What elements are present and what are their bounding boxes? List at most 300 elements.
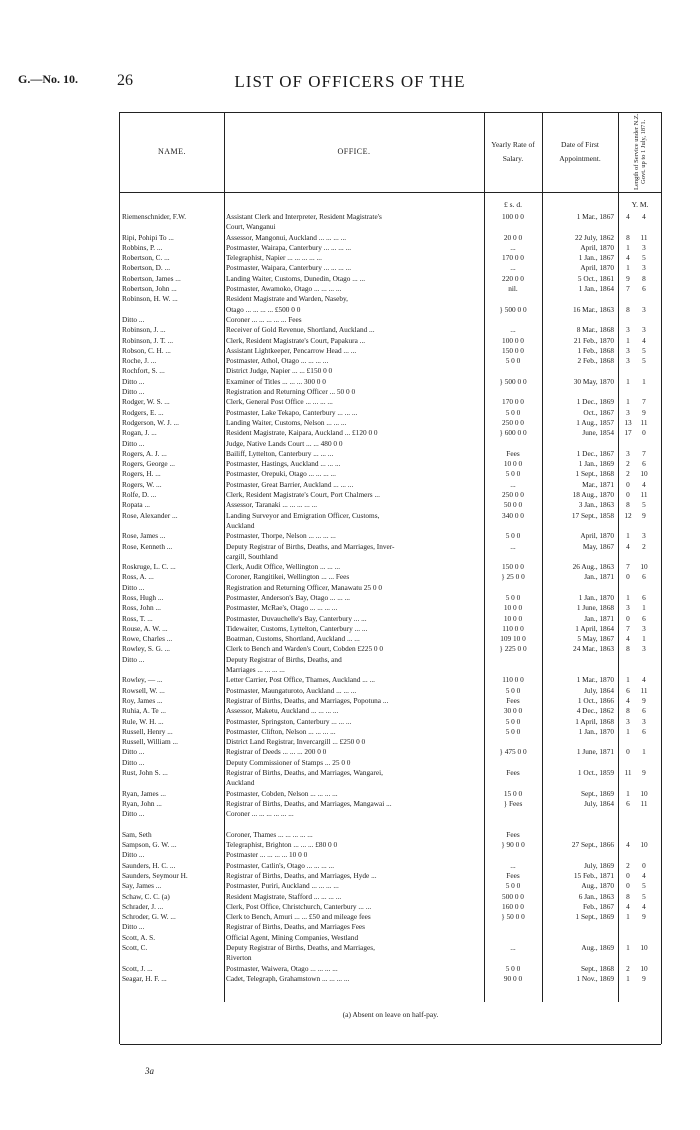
officer-name: Ditto ... [122, 582, 145, 592]
table-row [120, 747, 661, 757]
office-title: Postmaster, McRae's, Otago ... ... ... ... [226, 603, 338, 613]
service-months: 5 [642, 253, 646, 263]
page-header [0, 72, 700, 92]
service-years: 1 [626, 242, 630, 252]
table-row [120, 603, 661, 613]
officer-name: Rose, Alexander ... [122, 510, 178, 520]
table-row [120, 655, 661, 665]
document-reference: G.—No. 10. [18, 72, 78, 86]
officer-name: Scott, J. ... [122, 963, 153, 973]
service-months: 0 [642, 428, 646, 438]
service-months: 9 [642, 510, 646, 520]
office-title: District Judge, Napier ... ... £150 0 0 [226, 366, 333, 376]
office-title: Riverton [226, 953, 252, 963]
table-row [120, 346, 661, 356]
service-months: 11 [640, 798, 648, 808]
table-row [120, 274, 661, 284]
salary-value: 20 0 0 [503, 232, 523, 242]
salary-value: ... [510, 860, 516, 870]
officer-name: Russell, William ... [122, 737, 178, 747]
appointment-date: 1 Sept., 1868 [575, 469, 614, 479]
service-months: 4 [642, 675, 646, 685]
salary-value: ... [510, 943, 516, 953]
length-units: Y. M. [631, 200, 649, 209]
officer-name: Saunders, H. C. ... [122, 860, 176, 870]
table-row [120, 253, 661, 263]
table-row [120, 315, 661, 325]
salary-value: 220 0 0 [502, 273, 524, 283]
appointment-date: Aug., 1870 [581, 881, 614, 891]
salary-value: Fees [506, 829, 520, 839]
table-row [120, 706, 661, 716]
table-row [120, 964, 661, 974]
service-years: 1 [626, 592, 630, 602]
officer-name: Sam, Seth [122, 829, 152, 839]
service-months: 6 [642, 284, 646, 294]
service-years: 2 [626, 469, 630, 479]
office-title: Landing Waiter, Customs, Nelson ... ... ... [226, 417, 347, 427]
service-years: 0 [626, 490, 630, 500]
office-title: Court, Wanganui [226, 222, 276, 232]
officer-name: Rogers, A. J. ... [122, 448, 167, 458]
service-years: 2 [626, 459, 630, 469]
appointment-date: 15 Feb., 1871 [573, 871, 614, 880]
service-months: 10 [640, 943, 648, 953]
table-row [120, 222, 661, 232]
table-row [120, 758, 661, 768]
officer-name: Rodger, W. S. ... [122, 397, 170, 407]
service-years: 8 [626, 500, 630, 510]
salary-value: Fees [506, 871, 520, 880]
service-years: 3 [626, 716, 630, 726]
officer-name: Schroder, G. W. ... [122, 912, 176, 922]
service-years: 1 [626, 943, 630, 953]
salary-value: 10 0 0 [503, 459, 523, 469]
service-months: 6 [642, 706, 646, 716]
officer-name: Ditto ... [122, 376, 145, 386]
service-years: 8 [626, 644, 630, 654]
officer-name: Ross, T. ... [122, 613, 153, 623]
office-title: Clerk to Bench, Amuri ... ... £50 and mileage fees [226, 912, 371, 922]
appointment-date: 1 June, 1868 [576, 603, 614, 613]
table-row [120, 336, 661, 346]
appointment-date: July, 1864 [584, 798, 614, 808]
service-years: 0 [626, 479, 630, 489]
service-years: 3 [626, 345, 630, 355]
appointment-date: 1 Dec., 1867 [576, 448, 614, 458]
table-row [120, 408, 661, 418]
service-months: 9 [642, 973, 646, 983]
service-months: 6 [642, 592, 646, 602]
service-months: 3 [642, 531, 646, 541]
officer-name: Robinson, J. T. ... [122, 335, 174, 345]
table-row [120, 490, 661, 500]
table-row [120, 459, 661, 469]
officer-name: Rowley, S. G. ... [122, 644, 170, 654]
salary-value: 30 0 0 [503, 706, 523, 716]
service-months: 1 [642, 634, 646, 644]
table-row [120, 449, 661, 459]
appointment-date: Mar., 1871 [582, 479, 614, 489]
office-title: Postmaster, Waiwera, Otago ... ... ... ... [226, 963, 338, 973]
salary-value: 100 0 0 [502, 212, 524, 221]
appointment-date: Sept., 1868 [580, 963, 614, 973]
service-months: 3 [642, 623, 646, 633]
appointment-date: July, 1864 [584, 685, 614, 695]
service-months: 2 [642, 541, 646, 551]
table-row [120, 356, 661, 366]
officer-name: Rogers, George ... [122, 459, 175, 469]
appointment-date: April, 1870 [580, 242, 614, 252]
appointment-date: 17 Sept., 1858 [571, 510, 614, 520]
table-row [120, 366, 661, 376]
table-row [120, 377, 661, 387]
officer-name: Ditto ... [122, 654, 145, 664]
officer-name: Ditto ... [122, 314, 145, 324]
service-years: 0 [626, 572, 630, 582]
service-years: 4 [626, 840, 630, 850]
service-years: 4 [626, 901, 630, 911]
service-years: 7 [626, 284, 630, 294]
salary-value: 5 0 0 [505, 881, 521, 891]
salary-value: 250 0 0 [502, 490, 524, 500]
officer-name: Rochfort, S. ... [122, 366, 165, 376]
service-years: 1 [626, 675, 630, 685]
office-title: Postmaster ... ... ... ... 10 0 0 [226, 850, 308, 860]
officer-name: Rowley, — ... [122, 675, 163, 685]
table-row [120, 861, 661, 871]
appointment-date: 1 Mar., 1867 [576, 212, 614, 221]
service-months: 11 [640, 232, 648, 242]
service-years: 3 [626, 407, 630, 417]
appointment-date: 1 Oct., 1859 [577, 768, 614, 778]
salary-value: 5 0 0 [505, 685, 521, 695]
table-row [120, 634, 661, 644]
office-title: Postmaster, Athol, Otago ... ... ... ... [226, 356, 329, 366]
office-title: Resident Magistrate and Warden, Naseby, [226, 294, 349, 304]
service-months: 5 [642, 891, 646, 901]
officer-name: Ditto ... [122, 747, 145, 757]
appointment-date: 21 Feb., 1870 [573, 335, 614, 345]
table-row [120, 469, 661, 479]
office-title: Registrar of Births, Deaths, and Marriages Fees [226, 922, 366, 932]
service-years: 1 [626, 397, 630, 407]
table-row [120, 902, 661, 912]
service-months: 11 [640, 685, 648, 695]
table-row [120, 572, 661, 582]
office-title: Otago ... ... ... ... £500 0 0 [226, 304, 301, 314]
table-row [120, 212, 661, 222]
appointment-date: 27 Sept., 1866 [571, 840, 614, 850]
service-months: 5 [642, 881, 646, 891]
table-row [120, 387, 661, 397]
officer-name: Roy, James ... [122, 695, 163, 705]
officer-name: Ross, Hugh ... [122, 592, 164, 602]
officer-name: Rogers, W. ... [122, 479, 162, 489]
service-years: 8 [626, 304, 630, 314]
salary-value: nil. [508, 284, 518, 294]
table-row [120, 820, 661, 830]
table-row [120, 840, 661, 850]
salary-value: 110 0 0 [502, 675, 524, 685]
salary-value: 150 0 0 [502, 345, 524, 355]
service-months: 9 [642, 912, 646, 922]
service-years: 1 [626, 912, 630, 922]
officer-name: Robertson, John ... [122, 284, 177, 294]
appointment-date: 2 Feb., 1868 [577, 356, 614, 366]
office-title: Letter Carrier, Post Office, Thames, Auckland ... ... [226, 675, 375, 685]
appointment-date: 1 June, 1871 [576, 747, 614, 757]
service-months: 3 [642, 242, 646, 252]
appointment-date: Feb., 1867 [582, 901, 614, 911]
appointment-date: Jan., 1871 [584, 613, 614, 623]
officer-name: Rose, Kenneth ... [122, 541, 173, 551]
page-title: LIST OF OFFICERS OF THE [234, 72, 466, 91]
office-title: Postmaster, Great Barrier, Auckland ... ... ... [226, 479, 354, 489]
salary-value: 160 0 0 [502, 901, 524, 911]
appointment-date: April, 1870 [580, 531, 614, 541]
service-months: 4 [642, 901, 646, 911]
officer-name: Rose, James ... [122, 531, 166, 541]
appointment-date: 30 May, 1870 [573, 376, 614, 386]
appointment-date: 5 Oct., 1861 [577, 273, 614, 283]
officer-name: Ross, John ... [122, 603, 161, 613]
office-title: Judge, Native Lands Court ... ... 480 0 0 [226, 438, 343, 448]
service-years: 7 [626, 623, 630, 633]
table-row [120, 562, 661, 572]
office-title: Postmaster, Lake Tekapo, Canterbury ... ... ... [226, 407, 358, 417]
table-row [120, 892, 661, 902]
service-months: 8 [642, 273, 646, 283]
service-months: 10 [640, 469, 648, 479]
appointment-date: 1 April, 1864 [575, 623, 614, 633]
officer-name: Rodgerson, W. J. ... [122, 417, 179, 427]
office-title: Assessor, Mangonui, Auckland ... ... ... ... [226, 232, 347, 242]
table-row [120, 233, 661, 243]
office-title: Clerk, General Post Office ... ... ... ... [226, 397, 333, 407]
office-title: Receiver of Gold Revenue, Shortland, Auckland ... [226, 325, 375, 335]
salary-value: 170 0 0 [502, 253, 524, 263]
service-years: 8 [626, 706, 630, 716]
signature-mark: 3a [145, 1066, 154, 1076]
appointment-date: 1 Feb., 1868 [577, 345, 614, 355]
officer-name: Roskruge, L. C. ... [122, 562, 176, 572]
office-title: Bailiff, Lyttelton, Canterbury ... ... ... [226, 448, 334, 458]
appointment-date: 6 Jan., 1863 [578, 891, 614, 901]
officer-name: Ditto ... [122, 809, 145, 819]
service-years: 11 [624, 768, 632, 778]
office-title: Resident Magistrate, Kaipara, Auckland ... £120 0 0 [226, 428, 378, 438]
table-row [120, 480, 661, 490]
table-row [120, 871, 661, 881]
office-title: Assessor, Taranaki ... ... ... ... ... [226, 500, 318, 510]
table-row [120, 912, 661, 922]
office-title: Deputy Commissioner of Stamps ... 25 0 0 [226, 757, 351, 767]
office-title: Postmaster, Waipara, Canterbury ... ... ... ... [226, 263, 352, 273]
officer-name: Ripi, Pohipi To ... [122, 232, 174, 242]
officer-name: Ditto ... [122, 387, 145, 397]
service-months: 9 [642, 695, 646, 705]
officer-name: Ditto ... [122, 438, 145, 448]
office-title: Coroner ... ... ... ... ... ... [226, 809, 294, 819]
appointment-date: 1 Nov., 1869 [576, 973, 614, 983]
table-row [120, 881, 661, 891]
table-row [120, 542, 661, 552]
salary-value: } 475 0 0 [499, 747, 527, 757]
service-months: 5 [642, 356, 646, 366]
service-months: 6 [642, 726, 646, 736]
service-years: 4 [626, 212, 630, 221]
service-years: 1 [626, 531, 630, 541]
appointment-date: 1 Aug., 1857 [576, 417, 614, 427]
appointment-date: 24 Mar., 1863 [573, 644, 614, 654]
column-header-office: OFFICE. [337, 147, 371, 156]
appointment-date: Jan., 1871 [584, 572, 614, 582]
office-title: Auckland [226, 778, 255, 788]
office-title: Assistant Lightkeeper, Pencarrow Head ... ... [226, 345, 357, 355]
page-number: 26 [117, 72, 133, 89]
officer-name: Robinson, H. W. ... [122, 294, 178, 304]
appointment-date: 1 Dec., 1869 [576, 397, 614, 407]
officer-name: Russell, Henry ... [122, 726, 173, 736]
table-row [120, 552, 661, 562]
service-months: 11 [640, 490, 648, 500]
service-years: 8 [626, 232, 630, 242]
salary-value: 90 0 0 [503, 973, 523, 983]
appointment-date: 3 Jan., 1863 [578, 500, 614, 510]
appointment-date: 5 May, 1867 [577, 634, 614, 644]
service-months: 3 [642, 263, 646, 273]
office-title: Official Agent, Mining Companies, Westland [226, 932, 359, 942]
salary-value: 50 0 0 [503, 500, 523, 510]
office-title: Registration and Returning Officer, Manawatu 25 0 0 [226, 582, 383, 592]
service-months: 10 [640, 562, 648, 572]
officers-table [119, 112, 662, 1044]
officer-name: Riemenschnider, F.W. [122, 212, 187, 221]
service-months: 6 [642, 572, 646, 582]
service-years: 17 [624, 428, 632, 438]
officer-name: Ditto ... [122, 757, 145, 767]
table-row [120, 799, 661, 809]
office-title: Postmaster, Thorpe, Nelson ... ... ... ... [226, 531, 336, 541]
officer-name: Ropata ... [122, 500, 150, 510]
officer-name: Robson, C. H. ... [122, 345, 171, 355]
table-body [120, 212, 661, 984]
salary-value: 110 0 0 [502, 623, 524, 633]
service-years: 0 [626, 747, 630, 757]
officer-name: Schrader, J. ... [122, 901, 164, 911]
service-years: 4 [626, 541, 630, 551]
salary-value: 250 0 0 [502, 417, 524, 427]
service-months: 9 [642, 768, 646, 778]
table-row [120, 809, 661, 819]
appointment-date: 4 Dec., 1862 [576, 706, 614, 716]
salary-value: Fees [506, 695, 520, 705]
appointment-date: 1 April, 1868 [575, 716, 614, 726]
office-title: Registrar of Births, Deaths, and Marriages, Wangarei, [226, 768, 383, 778]
office-title: Coroner, Thames ... ... ... ... ... [226, 829, 313, 839]
salary-units: £ s. d. [504, 200, 522, 209]
service-years: 0 [626, 871, 630, 880]
officer-name: Rust, John S. ... [122, 768, 168, 778]
table-row [120, 953, 661, 963]
table-row [120, 439, 661, 449]
office-title: Coroner ... ... ... ... ... Fees [226, 314, 302, 324]
table-row [120, 665, 661, 675]
appointment-date: April, 1870 [580, 263, 614, 273]
office-title: Coroner, Rangitikei, Wellington ... ... Fees [226, 572, 350, 582]
service-months: 1 [642, 603, 646, 613]
table-row [120, 284, 661, 294]
salary-value: 5 0 0 [505, 356, 521, 366]
salary-value: ... [510, 541, 516, 551]
officer-name: Ruhia, A. Te ... [122, 706, 166, 716]
appointment-date: 22 July, 1862 [574, 232, 614, 242]
service-years: 13 [624, 417, 632, 427]
office-title: Clerk to Bench and Warden's Court, Cobden £225 0 0 [226, 644, 384, 654]
appointment-date: 1 Jan., 1869 [578, 459, 614, 469]
service-years: 2 [626, 963, 630, 973]
service-years: 0 [626, 881, 630, 891]
table-row [120, 675, 661, 685]
table-row [120, 305, 661, 315]
appointment-date: 1 Jan., 1867 [578, 253, 614, 263]
appointment-date: 1 Sept., 1869 [575, 912, 614, 922]
salary-value: 10 0 0 [503, 613, 523, 623]
service-months: 3 [642, 304, 646, 314]
salary-value: 170 0 0 [502, 397, 524, 407]
table-row [120, 789, 661, 799]
office-title: Cadet, Telegraph, Grahamstown ... ... ... ... [226, 973, 350, 983]
salary-value: } 500 0 0 [499, 376, 527, 386]
salary-value: Fees [506, 448, 520, 458]
office-title: Assessor, Maketu, Auckland ... ... ... ... [226, 706, 339, 716]
table-row [120, 737, 661, 747]
appointment-date: 26 Aug., 1863 [572, 562, 614, 572]
service-years: 6 [626, 798, 630, 808]
officer-name: Scott, A. S. [122, 932, 156, 942]
table-row [120, 397, 661, 407]
officer-name: Robertson, D. ... [122, 263, 171, 273]
officer-name: Sampson, G. W. ... [122, 840, 177, 850]
table-row [120, 717, 661, 727]
appointment-date: June, 1854 [582, 428, 614, 438]
column-header-length: Length of Service under N.Z. Govt. up to 1 July, 1871. [633, 113, 647, 191]
office-title: Postmaster, Orepuki, Otago ... ... ... ... [226, 469, 336, 479]
officer-name: Schaw, C. C. (a) [122, 891, 170, 901]
salary-value: ... [510, 242, 516, 252]
officer-name: Robbins, P. ... [122, 242, 163, 252]
table-row [120, 294, 661, 304]
salary-value: 109 10 0 [500, 634, 526, 644]
service-years: 3 [626, 603, 630, 613]
service-years: 12 [624, 510, 632, 520]
office-title: Clerk, Audit Office, Wellington ... ... ... [226, 562, 341, 572]
table-row [120, 500, 661, 510]
service-months: 1 [642, 376, 646, 386]
office-title: Boatman, Customs, Shortland, Auckland ... ... [226, 634, 360, 644]
appointment-date: 1 Jan., 1870 [578, 592, 614, 602]
service-years: 1 [626, 263, 630, 273]
table-row [120, 263, 661, 273]
table-row [120, 644, 661, 654]
appointment-date: Sept., 1869 [580, 788, 614, 798]
service-months: 10 [640, 963, 648, 973]
office-title: District Land Registrar, Invercargill ... £250 0 0 [226, 737, 366, 747]
office-title: Clerk, Post Office, Christchurch, Canterbury ... ... [226, 901, 372, 911]
table-row [120, 418, 661, 428]
office-title: Postmaster, Wairapa, Canterbury ... ... ... ... [226, 242, 352, 252]
